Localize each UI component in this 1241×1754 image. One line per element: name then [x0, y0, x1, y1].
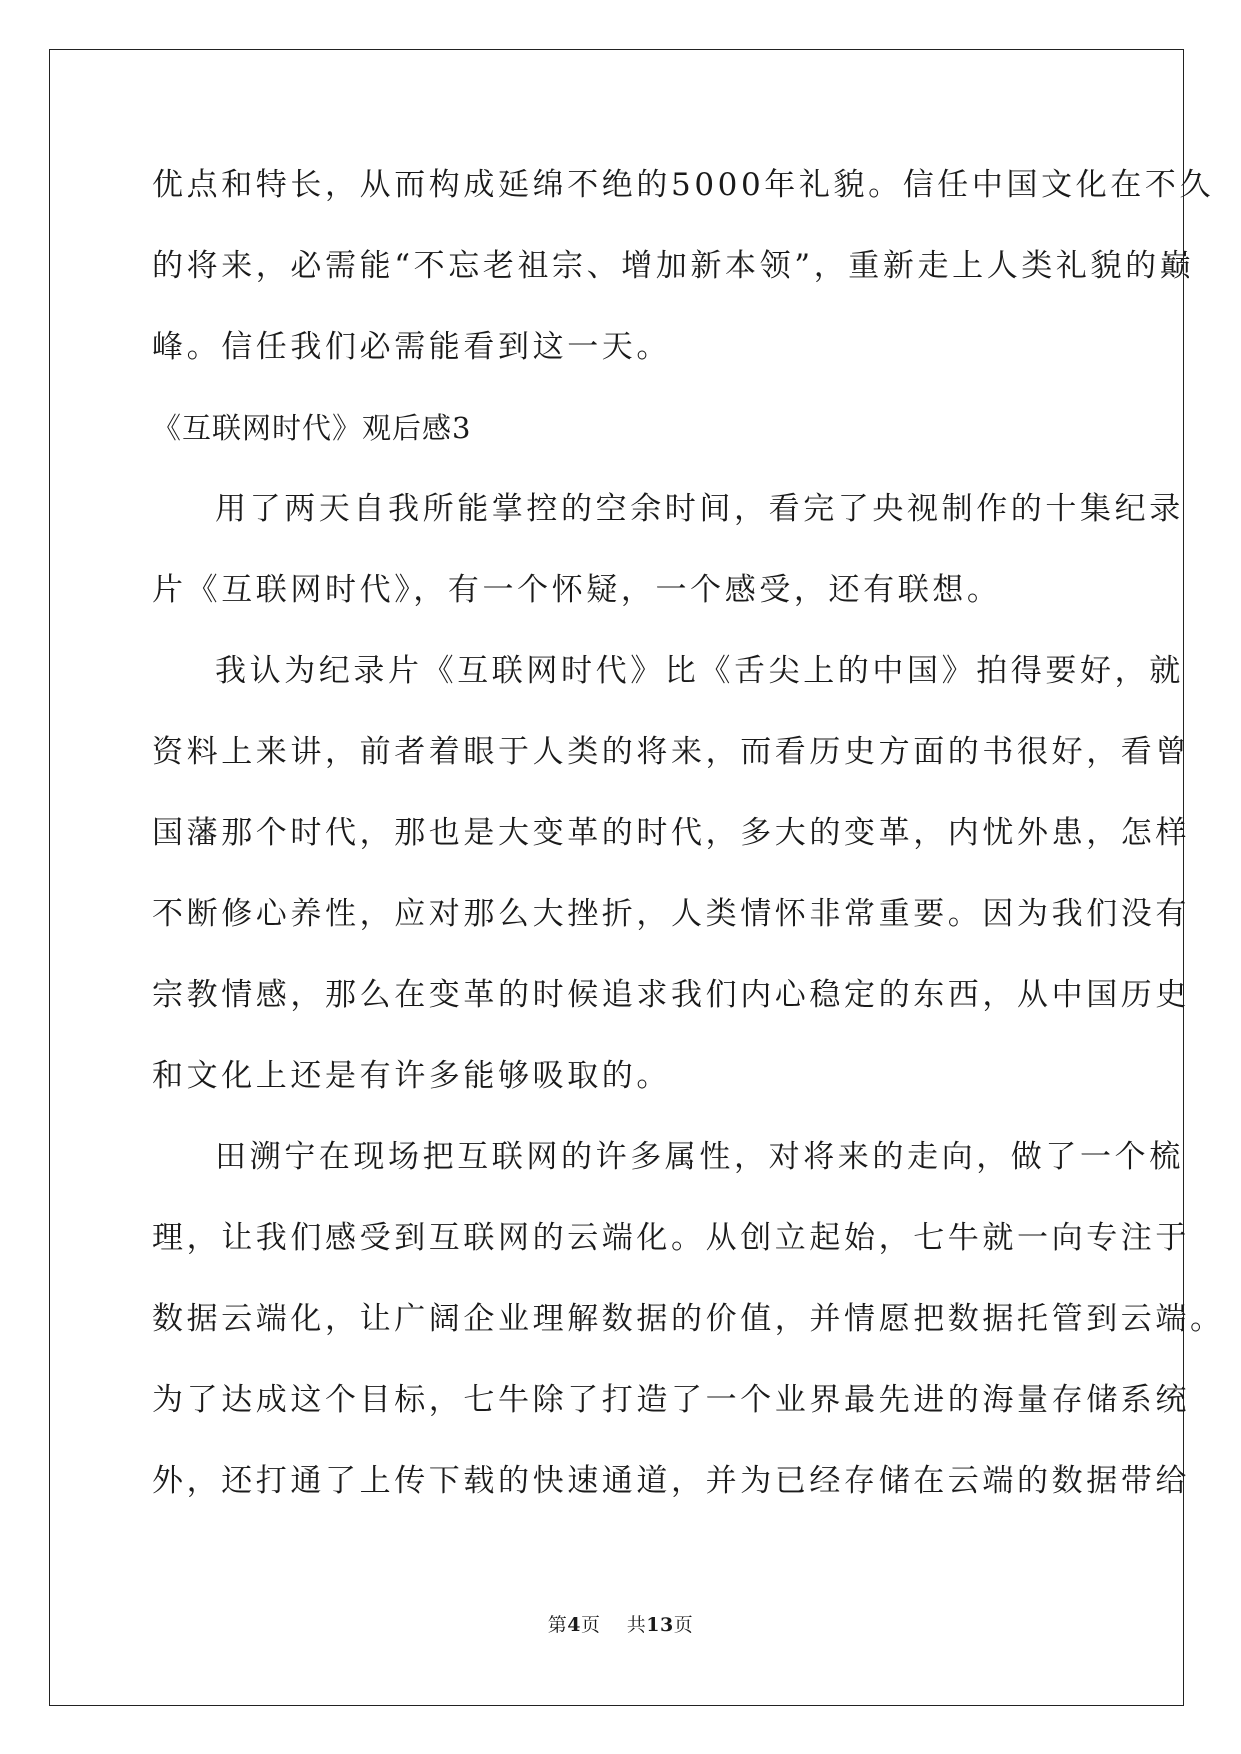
text-line: 资料上来讲，前者着眼于人类的将来，而看历史方面的书很好，看曾 [152, 734, 1190, 770]
section-heading: 《互联网时代》观后感3 [152, 411, 472, 445]
text-line: 数据云端化，让广阔企业理解数据的价值，并情愿把数据托管到云端。 [152, 1301, 1225, 1337]
text-line: 片《互联网时代》，有一个怀疑，一个感受，还有联想。 [152, 572, 1002, 608]
page-footer [0, 1610, 1241, 1637]
text-line: 外，还打通了上传下载的快速通道，并为已经存储在云端的数据带给 [152, 1463, 1190, 1499]
text-line: 为了达成这个目标，七牛除了打造了一个业界最先进的海量存储系统 [152, 1382, 1190, 1418]
text-line: 和文化上还是有许多能够吸取的。 [152, 1058, 671, 1094]
footer-page-suffix: 页 [581, 1614, 601, 1636]
text-line: 峰。信任我们必需能看到这一天。 [152, 329, 671, 365]
footer-page-prefix: 第 [547, 1614, 568, 1636]
text-line: 优点和特长，从而构成延绵不绝的5000年礼貌。信任中国文化在不久 [152, 167, 1215, 203]
text-line: 宗教情感，那么在变革的时候追求我们内心稳定的东西，从中国历史 [152, 977, 1190, 1013]
document-body [152, 155, 1225, 1532]
text-line: 国藩那个时代，那也是大变革的时代，多大的变革，内忧外患，怎样 [152, 815, 1190, 851]
footer-total-number: 13 [646, 1614, 674, 1636]
footer-page-number: 4 [567, 1614, 582, 1636]
footer-total-suffix: 页 [673, 1614, 694, 1636]
footer-total-prefix: 共 [626, 1614, 647, 1636]
text-line: 的将来，必需能“不忘老祖宗、增加新本领”，重新走上人类礼貌的巅 [152, 248, 1195, 284]
text-line: 田溯宁在现场把互联网的许多属性，对将来的走向，做了一个梳 [215, 1139, 1184, 1175]
text-line: 理，让我们感受到互联网的云端化。从创立起始，七牛就一向专注于 [152, 1220, 1190, 1256]
text-line: 用了两天自我所能掌控的空余时间，看完了央视制作的十集纪录 [215, 491, 1184, 527]
text-line: 我认为纪录片《互联网时代》比《舌尖上的中国》拍得要好，就 [215, 653, 1184, 689]
text-line: 不断修心养性，应对那么大挫折，人类情怀非常重要。因为我们没有 [152, 896, 1190, 932]
